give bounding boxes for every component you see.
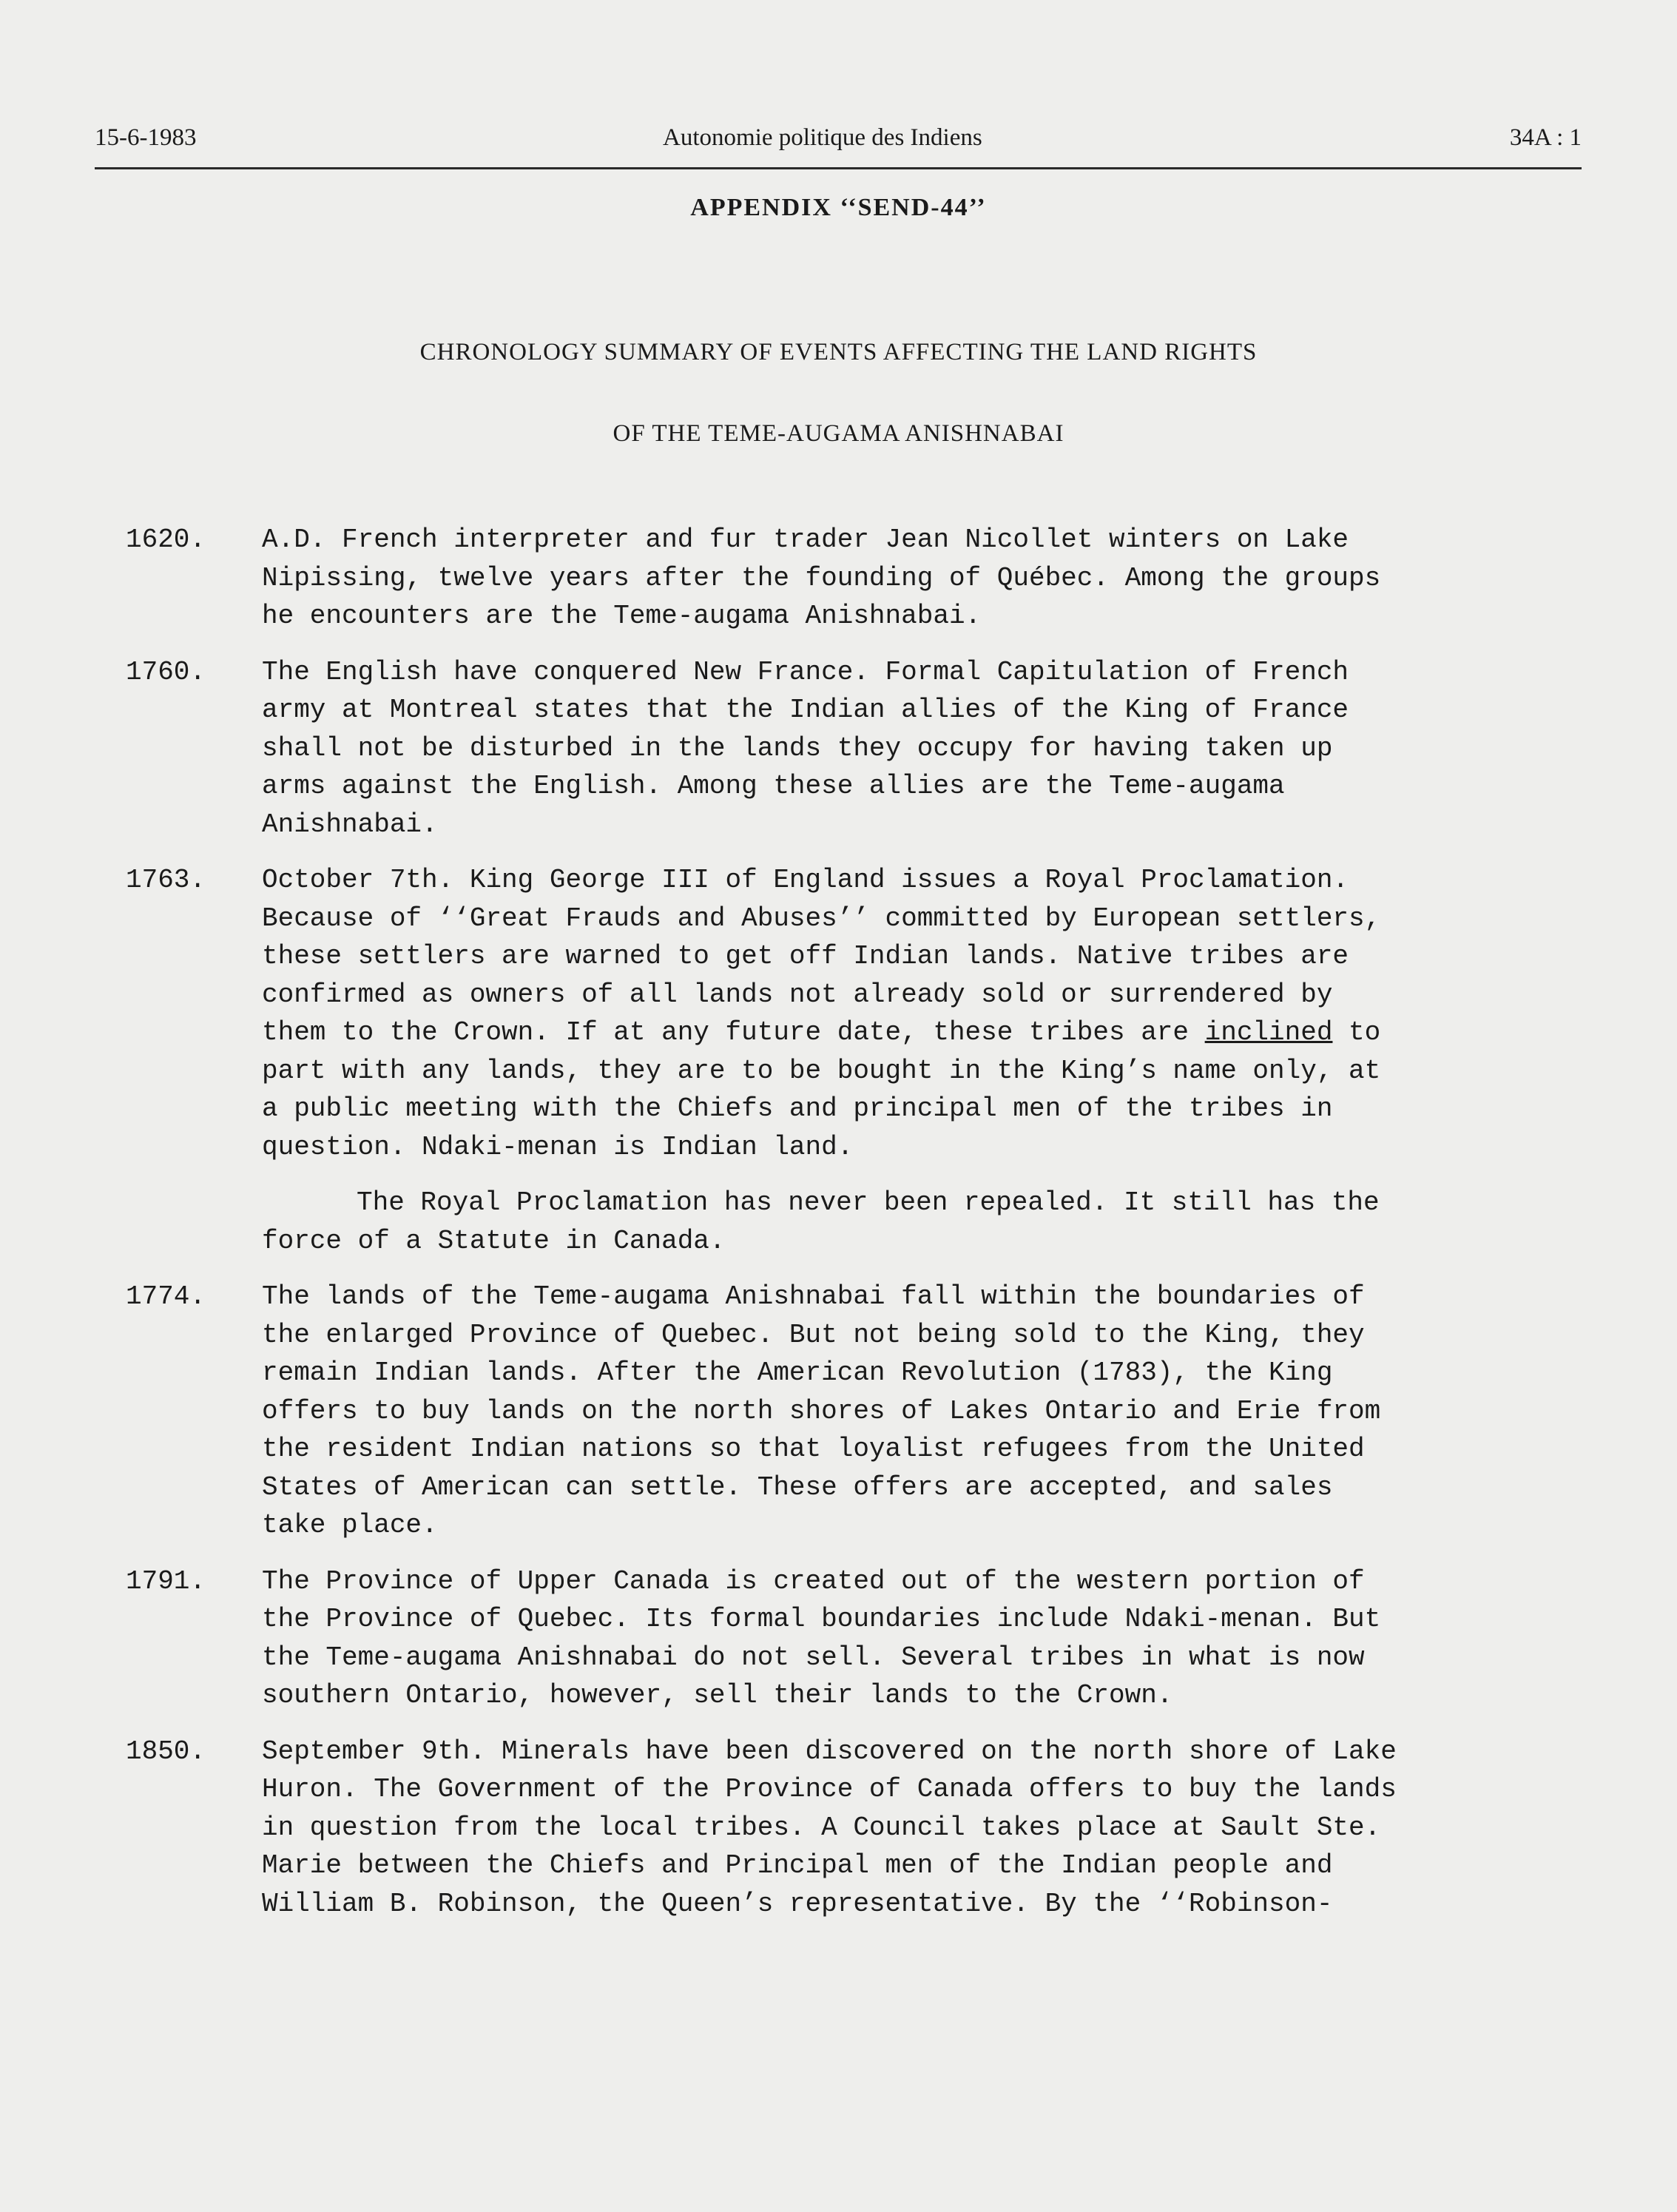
entry-line: The Province of Upper Canada is created out of the western portion of xyxy=(262,1565,1365,1596)
entry-line: States of American can settle. These offers are accepted, and sales xyxy=(262,1471,1333,1503)
entry-line: October 7th. King George III of England issues a Royal Proclamation. xyxy=(262,865,1349,895)
entry-line: shall not be disturbed in the lands they occupy for having taken up xyxy=(262,732,1333,763)
entry-line: September 9th. Minerals have been discovered on the north shore of Lake xyxy=(262,1736,1397,1767)
chronology-entry xyxy=(126,653,1583,844)
entry-year: 1620. xyxy=(126,525,206,555)
entry-line: William B. Robinson, the Queen’s representative. By the ‘‘Robinson- xyxy=(262,1888,1333,1919)
entry-year: 1791. xyxy=(126,1565,206,1596)
proclamation-note xyxy=(126,1184,1583,1260)
chronology-entries xyxy=(126,521,1583,1940)
entry-line: a public meeting with the Chiefs and principal men of the tribes in xyxy=(262,1093,1333,1124)
header-rule xyxy=(95,167,1582,169)
entry-year: 1850. xyxy=(126,1736,206,1767)
entry-line-tail: to xyxy=(1332,1017,1381,1048)
entry-line: the Province of Quebec. Its formal boundaries include Ndaki-menan. But xyxy=(262,1604,1381,1634)
entry-line: the enlarged Province of Quebec. But not being sold to the King, they xyxy=(262,1319,1365,1350)
entry-line: southern Ontario, however, sell their lands to the Crown. xyxy=(262,1680,1173,1710)
entry-line-with-underline xyxy=(262,1014,1583,1052)
entry-year: 1763. xyxy=(126,865,206,895)
entry-line-text: them to the Crown. If at any future date, these tribes are xyxy=(262,1017,1190,1048)
chronology-title-line-1: CHRONOLOGY SUMMARY OF EVENTS AFFECTING THE LAND RIGHTS xyxy=(419,339,1258,365)
underlined-word: inclined xyxy=(1204,1017,1333,1048)
chronology-entry xyxy=(126,1278,1583,1545)
page-header xyxy=(95,118,1582,170)
entry-year: 1774. xyxy=(126,1281,206,1312)
entry-line: part with any lands, they are to be bought in the King’s name only, at xyxy=(262,1055,1381,1086)
entry-line: Anishnabai. xyxy=(262,809,438,840)
note-line: force of a Statute in Canada. xyxy=(262,1225,726,1256)
entry-line: the resident Indian nations so that loyalist refugees from the United xyxy=(262,1434,1365,1464)
entry-year: 1760. xyxy=(126,656,206,687)
entry-line: army at Montreal states that the Indian allies of the King of France xyxy=(262,695,1349,725)
entry-line: The lands of the Teme-augama Anishnabai fall within the boundaries of xyxy=(262,1281,1365,1312)
appendix-title: APPENDIX ‘‘SEND-44’’ xyxy=(690,194,987,221)
note-line: The Royal Proclamation has never been repealed. It still has the xyxy=(357,1187,1380,1218)
header-page-number: 34A : 1 xyxy=(1509,124,1582,151)
entry-line: Because of ‘‘Great Frauds and Abuses’’ committed by European settlers, xyxy=(262,903,1381,934)
entry-line: the Teme-augama Anishnabai do not sell. Several tribes in what is now xyxy=(262,1642,1365,1673)
entry-line: confirmed as owners of all lands not already sold or surrendered by xyxy=(262,979,1333,1010)
entry-line: Nipissing, twelve years after the founding of Québec. Among the groups xyxy=(262,562,1381,593)
entry-line: A.D. French interpreter and fur trader Jean Nicollet winters on Lake xyxy=(262,525,1349,555)
entry-line: Marie between the Chiefs and Principal men of the Indian people and xyxy=(262,1850,1333,1881)
entry-line: he encounters are the Teme-augama Anishnabai. xyxy=(262,601,982,631)
entry-line: Huron. The Government of the Province of Canada offers to buy the lands xyxy=(262,1774,1397,1804)
entry-line: these settlers are warned to get off Indian lands. Native tribes are xyxy=(262,941,1349,971)
entry-line: remain Indian lands. After the American Revolution (1783), the King xyxy=(262,1358,1333,1388)
chronology-entry xyxy=(126,1733,1583,1923)
chronology-entry xyxy=(126,521,1583,635)
entry-line: question. Ndaki-menan is Indian land. xyxy=(262,1131,854,1162)
entry-line: take place. xyxy=(262,1510,438,1540)
header-date: 15-6-1983 xyxy=(95,124,197,151)
entry-line: offers to buy lands on the north shores of Lakes Ontario and Erie from xyxy=(262,1395,1381,1426)
chronology-title-line-2: OF THE TEME-AUGAMA ANISHNABAI xyxy=(613,420,1064,447)
chronology-entry xyxy=(126,861,1583,1166)
header-title: Autonomie politique des Indiens xyxy=(663,124,982,151)
entry-line: in question from the local tribes. A Council takes place at Sault Ste. xyxy=(262,1812,1381,1843)
entry-line: The English have conquered New France. Formal Capitulation of French xyxy=(262,656,1349,687)
chronology-entry xyxy=(126,1562,1583,1715)
entry-line: arms against the English. Among these allies are the Teme-augama xyxy=(262,771,1285,801)
